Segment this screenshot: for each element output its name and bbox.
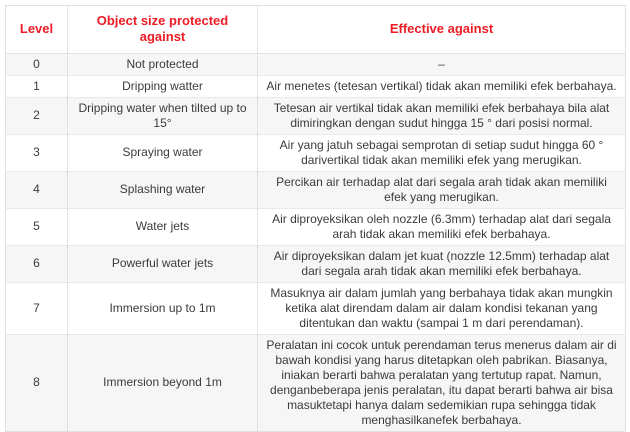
level-cell: 8 (6, 334, 68, 431)
level-cell: 0 (6, 53, 68, 75)
object-size-cell: Spraying water (68, 134, 258, 171)
effective-cell: Air menetes (tetesan vertikal) tidak akan memiliki efek berbahaya. (258, 75, 626, 97)
table-row-level-6 (6, 245, 626, 282)
table-row-level-8 (6, 334, 626, 431)
effective-cell: – (258, 53, 626, 75)
object-size-cell: Dripping water when tilted up to 15° (68, 97, 258, 134)
effective-cell: Masuknya air dalam jumlah yang berbahaya tidak akan mungkin ketika alat direndam dalam air dalam kondisi tekanan yang ditentukan dan waktu (sampai 1 m dari perendaman). (258, 282, 626, 334)
ip-water-protection-table (5, 5, 626, 432)
effective-cell: Air yang jatuh sebagai semprotan di setiap sudut hingga 60 ° darivertikal tidak akan memiliki efek yang merugikan. (258, 134, 626, 171)
table-row-level-0 (6, 53, 626, 75)
level-cell: 4 (6, 171, 68, 208)
table-row-level-3 (6, 134, 626, 171)
object-size-cell: Immersion up to 1m (68, 282, 258, 334)
object-size-cell: Powerful water jets (68, 245, 258, 282)
table-row-level-5 (6, 208, 626, 245)
object-size-cell: Dripping watter (68, 75, 258, 97)
table-header (6, 6, 626, 54)
object-size-cell: Water jets (68, 208, 258, 245)
column-header-object-size: Object size protected against (68, 6, 258, 54)
effective-cell: Air diproyeksikan dalam jet kuat (nozzle 12.5mm) terhadap alat dari segala arah tidak akan memiliki efek berbahaya. (258, 245, 626, 282)
column-header-level: Level (6, 6, 68, 54)
table-row-level-1 (6, 75, 626, 97)
level-cell: 6 (6, 245, 68, 282)
table-row-level-4 (6, 171, 626, 208)
object-size-cell: Not protected (68, 53, 258, 75)
level-cell: 5 (6, 208, 68, 245)
table-row-level-2 (6, 97, 626, 134)
level-cell: 2 (6, 97, 68, 134)
object-size-cell: Splashing water (68, 171, 258, 208)
column-header-effective-against: Effective against (258, 6, 626, 54)
level-cell: 3 (6, 134, 68, 171)
level-cell: 7 (6, 282, 68, 334)
object-size-cell: Immersion beyond 1m (68, 334, 258, 431)
effective-cell: Air diproyeksikan oleh nozzle (6.3mm) terhadap alat dari segala arah tidak akan memiliki efek berbahaya. (258, 208, 626, 245)
level-cell: 1 (6, 75, 68, 97)
effective-cell: Tetesan air vertikal tidak akan memiliki efek berbahaya bila alat dimiringkan dengan sudut hingga 15 ° dari posisi normal. (258, 97, 626, 134)
table-row-level-7 (6, 282, 626, 334)
header-row (6, 6, 626, 54)
effective-cell: Percikan air terhadap alat dari segala arah tidak akan memiliki efek yang merugikan. (258, 171, 626, 208)
table-body (6, 53, 626, 431)
effective-cell: Peralatan ini cocok untuk perendaman terus menerus dalam air di bawah kondisi yang harus ditetapkan oleh pabrikan. Biasanya, iniakan berarti bahwa peralatan yang tertutup rapat. Namun, denganbeberapa jenis peralatan, itu dapat berarti bahwa air bisa masuktetapi hanya dalam sedemikian rupa sehingga tidak menghasilkanefek berbahaya. (258, 334, 626, 431)
